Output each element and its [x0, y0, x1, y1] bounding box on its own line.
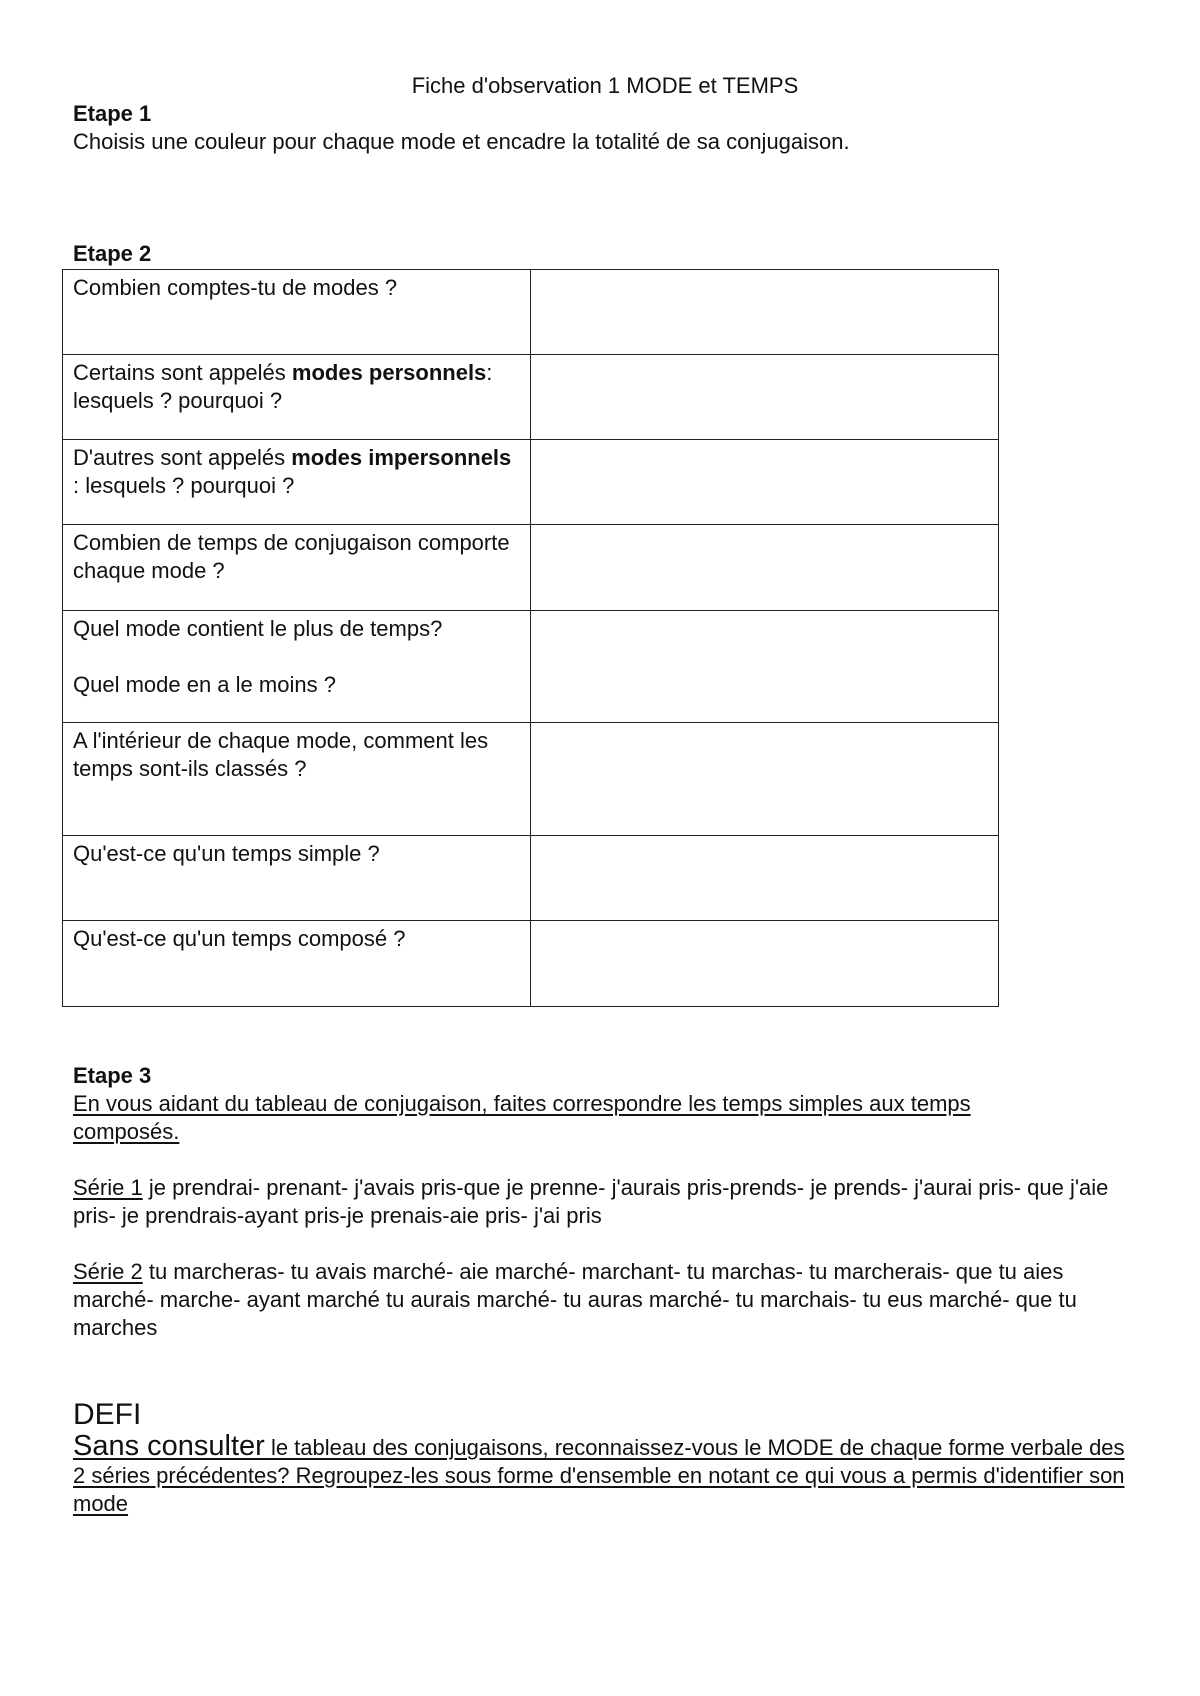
etape3-heading: Etape 3 [73, 1063, 152, 1088]
page-title: Fiche d'observation 1 MODE et TEMPS [411, 73, 799, 98]
answer-cell[interactable] [531, 836, 999, 921]
question-text: Quel mode contient le plus de temps? [73, 616, 443, 641]
questions-table [62, 269, 999, 1007]
serie1-paragraph [73, 1174, 1128, 1230]
answer-cell[interactable] [531, 270, 999, 355]
serie2-label: Série 2 [73, 1259, 143, 1284]
table-row [63, 723, 999, 836]
answer-cell[interactable] [531, 921, 999, 1007]
defi-section [73, 1398, 1153, 1518]
question-text: Quel mode en a le moins ? [73, 672, 336, 697]
question-cell [63, 836, 531, 921]
etape3-instruction: En vous aidant du tableau de conjugaison, faites correspondre les temps simples aux temps composés. [73, 1091, 971, 1144]
answer-cell[interactable] [531, 525, 999, 611]
table-row [63, 355, 999, 440]
question-text: D'autres sont appelés [73, 445, 292, 470]
serie2-text: tu marcheras- tu avais marché- aie marché- marchant- tu marchas- tu marcherais- que tu aies marché- marche- ayant marché tu aurais marché- tu auras marché- tu marchais- tu eus marché- que tu marches [73, 1259, 1077, 1340]
etape1-section [73, 100, 1153, 156]
defi-lead: Sans consulter [73, 1430, 265, 1462]
table-row [63, 611, 999, 723]
question-text: Certains sont appelés [73, 360, 292, 385]
table-row [63, 270, 999, 355]
question-cell [63, 440, 531, 525]
question-cell [63, 270, 531, 355]
table-row [63, 440, 999, 525]
question-text: : lesquels ? pourquoi ? [73, 360, 493, 413]
table-row [63, 836, 999, 921]
serie1-text: je prendrai- prenant- j'avais pris-que je prenne- j'aurais pris-prends- je prends- j'aurai pris- que j'aie pris- je prendrais-ayant pris-je prenais-aie pris- j'ai pris [73, 1175, 1109, 1228]
serie2-paragraph [73, 1258, 1128, 1342]
etape2-section [73, 240, 1153, 268]
table-row [63, 525, 999, 611]
question-cell [63, 355, 531, 440]
etape3-section [73, 1062, 1153, 1342]
answer-cell[interactable] [531, 355, 999, 440]
answer-cell[interactable] [531, 723, 999, 836]
question-text: Qu'est-ce qu'un temps composé ? [73, 926, 406, 951]
etape1-instruction: Choisis une couleur pour chaque mode et encadre la totalité de sa conjugaison. [73, 129, 850, 154]
question-text: Qu'est-ce qu'un temps simple ? [73, 841, 380, 866]
etape1-heading: Etape 1 [73, 101, 152, 126]
question-cell [63, 611, 531, 723]
etape2-heading: Etape 2 [73, 241, 152, 266]
question-cell [63, 921, 531, 1007]
question-bold-term: modes impersonnels [291, 445, 512, 470]
question-bold-term: modes personnels [291, 360, 487, 385]
defi-heading: DEFI [73, 1398, 142, 1431]
question-text: : lesquels ? pourquoi ? [73, 473, 295, 498]
defi-text: le tableau des conjugaisons, reconnaissez-vous le MODE de chaque forme verbale des 2 séries précédentes? Regroupez-les sous forme d'ensemble en notant ce qui vous a permis d'identifier son mode [73, 1435, 1125, 1516]
serie1-label: Série 1 [73, 1175, 143, 1200]
answer-cell[interactable] [531, 611, 999, 723]
question-text: Combien comptes-tu de modes ? [73, 275, 398, 300]
defi-paragraph [73, 1432, 1138, 1518]
question-text: Combien de temps de conjugaison comporte chaque mode ? [73, 530, 510, 583]
answer-cell[interactable] [531, 440, 999, 525]
question-text: A l'intérieur de chaque mode, comment les temps sont-ils classés ? [73, 728, 489, 781]
question-cell [63, 525, 531, 611]
table-row [63, 921, 999, 1007]
question-cell [63, 723, 531, 836]
